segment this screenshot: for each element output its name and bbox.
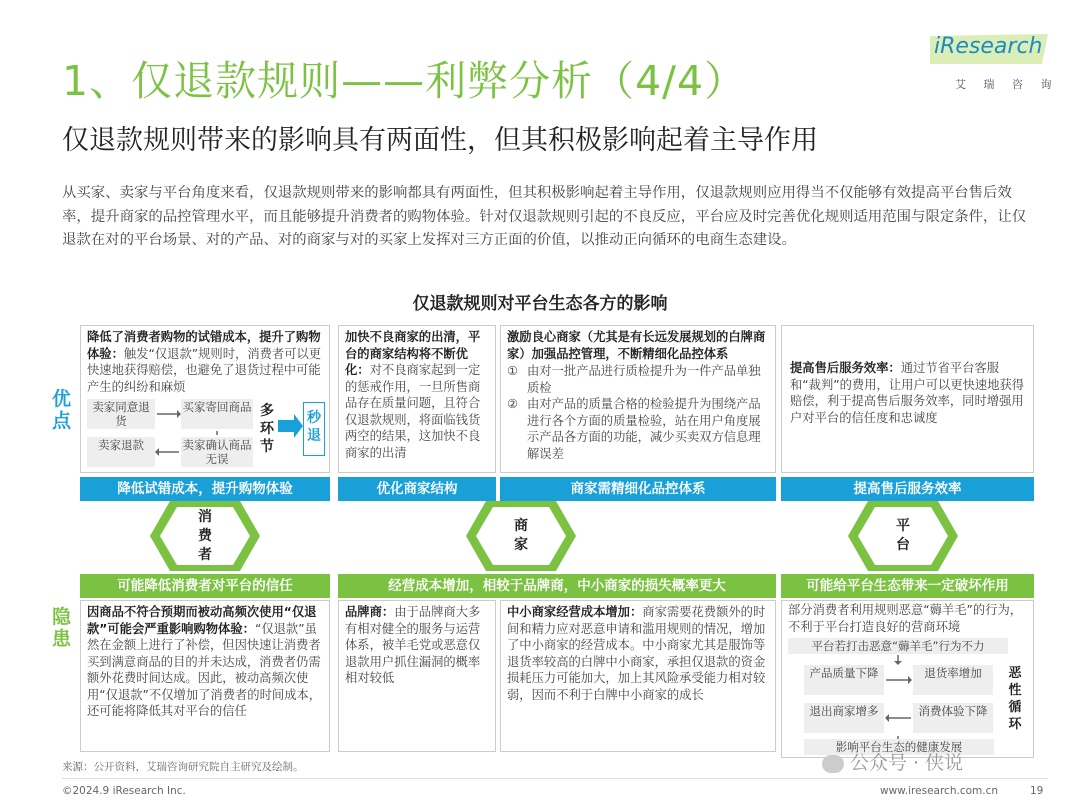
page-title: 1、仅退款规则——利弊分析（4/4） [62,57,747,105]
flow-step-confirm: 卖家确认商品无误 [182,438,252,466]
multi-step-label: 多环节 [260,403,274,455]
adv3-item: ② 由对产品的质量合格的检验提升为围绕产品进行各个方面的质量检验，站在用户角度展示产品各方面的功能，减少买卖双方信息理解误差 [507,397,761,461]
risk-bar-merchant: 经营成本增加，相较于品牌商，中小商家的损失概率更大 [338,574,776,598]
footer-divider [62,778,1048,779]
advantages-label: 优点 [52,388,72,432]
cycle-return-rate: 退货率增加 [913,665,993,695]
advantage-merchant-box-2 [500,325,776,473]
risk3-bottom-result: 影响平台生态的健康发展 [804,739,994,755]
vicious-cycle-label: 恶性循环 [1008,666,1022,732]
flow-step-agree: 卖家同意退货 [87,399,155,429]
source-note: 来源：公开资料，艾瑞咨询研究院自主研究及绘制。 [62,761,304,773]
wechat-icon [822,755,844,773]
advantage-platform-box [781,325,1034,473]
risk2a-text: 由于品牌商大多有相对健全的服务与运营体系，被羊毛党或恶意仅退款用户抓住漏洞的概率相对较低 [345,605,481,685]
adv3-item: ① 由对一批产品进行质检提升为一件产品单独质检 [507,364,761,395]
party-platform: 平台 [896,518,910,553]
adv1-text: 触发“仅退款”规则时，消费者可以更快速地获得赔偿，也避免了退货过程中可能产生的纠纷和麻烦 [87,346,322,394]
adv4-heading: 提高售后服务效率： [790,361,901,375]
risk-platform-box [781,600,1034,758]
adv3-heading: 激励良心商家（尤其是有长远发展规划的白牌商家）加强品控管理，不断精细化品控体系 [507,330,766,361]
page-subtitle: 仅退款规则带来的影响具有两面性，但其积极影响起着主导作用 [62,125,818,156]
advantage-merchant-box-1 [338,325,496,473]
instant-refund-label: 秒退 [303,402,325,456]
cycle-exit-merchants: 退出商家增多 [804,703,884,733]
adv-bar-merchant-2: 商家需精细化品控体系 [500,477,776,501]
adv-bar-platform: 提高售后服务效率 [781,477,1034,501]
risk-bar-platform: 可能给平台生态带来一定破坏作用 [781,574,1034,598]
chart-title: 仅退款规则对平台生态各方的影响 [412,294,668,314]
adv2-text: 对不良商家起到一定的惩戒作用，一旦所售商品存在质量问题，且符合仅退款规则，将面临钱货两空的结果，这加快不良商家的出清 [345,363,481,460]
risk2a-heading: 品牌商： [345,605,395,619]
footer-url: www.iresearch.com.cn [880,785,999,797]
risk-merchant-box-1 [338,600,496,752]
risk-bar-consumer: 可能降低消费者对平台的信任 [80,574,330,598]
intro-paragraph: 从买家、卖家与平台角度来看，仅退款规则带来的影响都具有两面性，但其积极影响起着主导作用，仅退款规则应用得当不仅能够有效提高平台售后效率，提升商家的品控管理水平，而且能够提升消费者的购物体验。针对仅退款规则引起的不良反应，平台应及时完善优化规则适用范围与限定条件，让仅退款在对的平台场景、对的产品、对的商家与对的买家上发挥对三方正面的价值，以推动正向循环的电商生态建设。 [62,185,1027,248]
page-number: 19 [1030,785,1044,797]
risk1-text: “仅退款”虽然在金额上进行了补偿，但因快速让消费者买到满意商品的目的并未达成，消费者仍需额外花费时间达成。因此，被动高频次使用“仅退款”不仅增加了消费者的时间成本，还可能将降低其对平台的信任 [87,621,322,718]
risk2b-heading: 中小商家经营成本增加： [507,605,643,619]
cycle-quality: 产品质量下降 [804,665,884,695]
logo-wordmark: iResearch [934,34,1043,59]
party-merchant: 商家 [514,518,528,553]
risk1-heading: 因商品不符合预期而被动高频次使用“仅退款”可能会严重影响购物体验： [87,605,317,636]
iresearch-logo [930,34,1048,64]
watermark: 公众号 · 侠说 [822,748,963,775]
flow-arrows-icon [81,386,331,474]
logo-subtitle: 艾 瑞 咨 询 [955,78,1059,91]
cycle-arrows-icon [782,651,1035,751]
risk2b-text: 商家需要花费额外的时间和精力应对恶意申请和滥用规则的情况，增加了中小商家的经营成本。中小商家尤其是服饰等退货率较高的白牌中小商家，承担仅退款的资金损耗压力可能加大，加上其风险承受能力相对较弱，因而不利于白牌中小商家的成长 [507,605,766,702]
copyright: ©2024.9 iResearch Inc. [62,785,186,797]
risk3-top-condition: 平台若打击恶意“薅羊毛”行为不力 [788,638,1008,654]
party-consumer: 消费者 [198,509,212,563]
adv2-heading: 加快不良商家的出清，平台的商家结构将不断优化： [345,330,481,377]
flow-step-return: 买家寄回商品 [181,399,253,429]
adv4-text: 通过节省平台客服和“裁判”的费用，让用户可以更快速地获得赔偿，利于提高售后服务效率，同时增强用户对平台的信任度和忠诚度 [790,361,1025,425]
risk-merchant-box-2 [500,600,776,752]
adv1-heading: 降低了消费者购物的试错成本，提升了购物体验： [87,330,321,361]
flow-step-refund: 卖家退款 [87,437,155,467]
advantage-consumer-box [80,325,330,473]
cycle-experience: 消费体验下降 [913,703,993,733]
risk3-text: 部分消费者利用规则恶意“薅羊毛”的行为，不利于平台打造良好的营商环境 [788,603,1023,634]
risk-consumer-box [80,600,330,752]
adv-bar-merchant-1: 优化商家结构 [338,477,496,501]
risks-label: 隐患 [52,606,72,650]
adv-bar-consumer: 降低试错成本，提升购物体验 [80,477,330,501]
